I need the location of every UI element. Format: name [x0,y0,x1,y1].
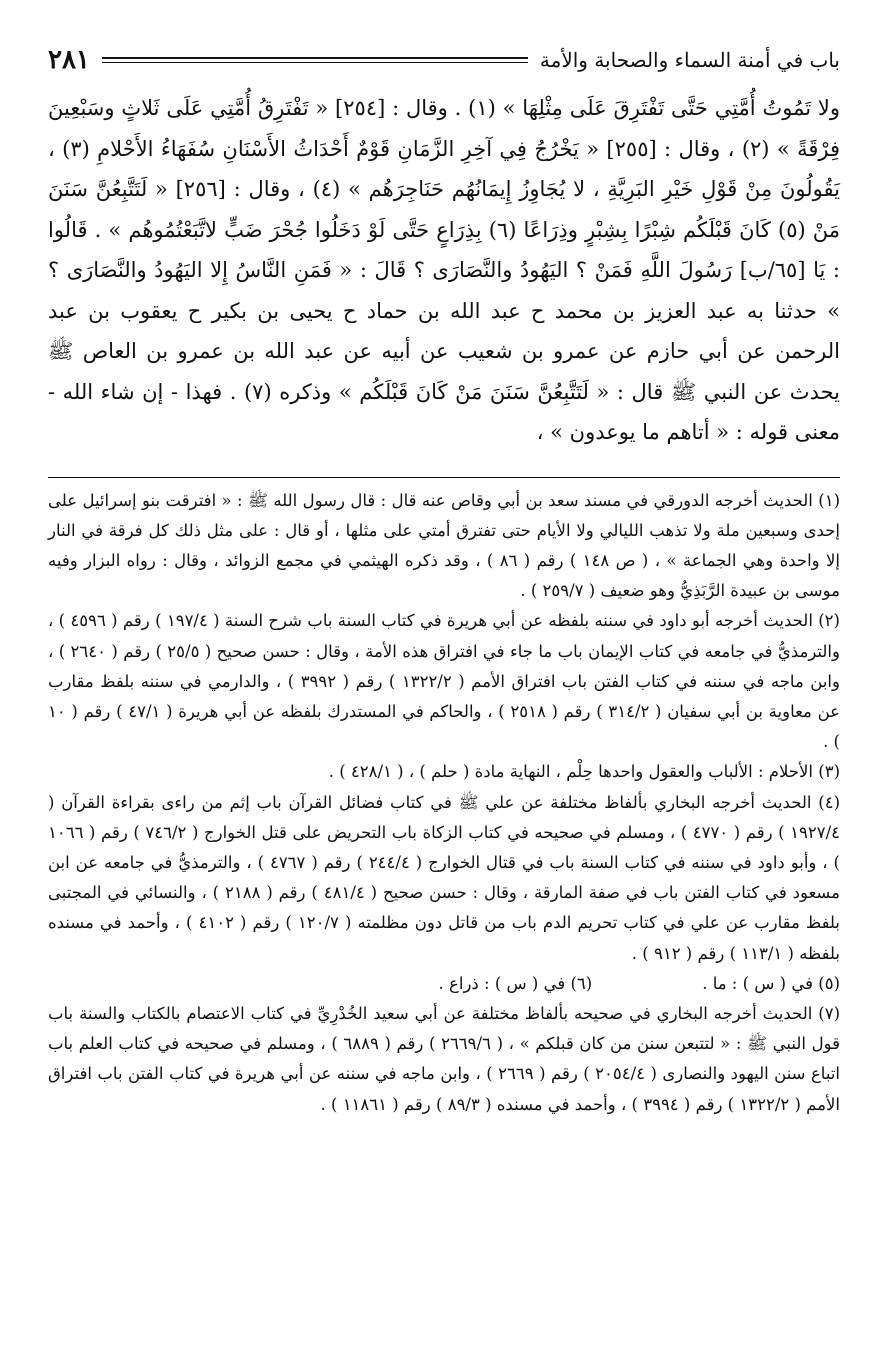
footnote-3: (٣) الأحلام : الألباب والعقول واحدها حِلْم ، النهاية مادة ( حلم ) ، ( ٤٢٨/١ ) . [328,762,840,782]
footnote-separator [48,477,840,478]
footnote-5: (٥) في ( س ) : ما . [702,973,840,993]
footnote-1: (١) الحديث أخرجه الدورقي في مسند سعد بن أبي وقاص عنه قال : قال رسول الله ﷺ : « افترقت بنو إسرائيل على إحدى وسبعين ملة ولا تذهب الليالي ولا الأيام حتى تفترق أمتي على مثلها ، أو قال : على مثل ذلك كل فرقة في النار إلا واحدة وهي الجماعة » ، ( ص ١٤٨ ) رقم ( ٨٦ ) ، وقد ذكره الهيثمي في مجمع الزوائد ، وقال : رواه البزار وفيه موسى بن عبيدة الرَّبَذِيُّ وهو ضعيف ( ٢٥٩/٧ ) . [48,490,840,601]
chapter-title: باب في أمنة السماء والصحابة والأمة [539,48,840,72]
footnote-6: (٦) في ( س ) : ذراع . [438,973,593,993]
footnotes [48,486,840,1120]
footnote-2: (٢) الحديث أخرجه أبو داود في سننه بلفظه عن أبي هريرة في كتاب السنة باب شرح السنة ( ١٩٧/٤ ) رقم ( ٤٥٩٦ ) ، والترمذيُّ في جامعه في كتاب الإيمان باب ما جاء في افتراق هذه الأمة ، وقال : حسن صحيح ( ٢٥/٥ ) رقم ( ٢٦٤٠ ) ، وابن ماجه في سننه في كتاب الفتن باب افتراق الأمم ( ١٣٢٢/٢ ) رقم ( ٣٩٩٢ ) ، والدارمي في سننه بلفظ مقارب عن معاوية بن أبي سفيان ( ٣١٤/٢ ) رقم ( ٢٥١٨ ) ، والحاكم في المستدرك بلفظه عن أبي هريرة ( ٤٧/١ ) رقم ( ١٠ ) . [48,611,840,752]
main-paragraph: ولا تَمُوتُ أُمَّتِي حَتَّى تَفْتَرِقَ عَلَى مِثْلِهَا » (١) . وقال : [٢٥٤] « تَفْتَرِقُ أُمَّتِي عَلَى ثَلاثٍ وسَبْعِينَ فِرْقَةً » (٢) ، وقال : [٢٥٥] « يَخْرُجُ فِي آخِرِ الزَّمَانِ قَوْمٌ أَحْدَاثُ الأَسْنَانِ سُفَهَاءُ الأَحْلامِ (٣) ، يَقُولُونَ مِنْ قَوْلِ خَيْرِ البَرِيَّةِ ، لا يُجَاوِزُ إِيمَانُهُم حَنَاجِرَهُم » (٤) ، وقال : [٢٥٦] « لَتَتَّبِعُنَّ سَنَنَ مَنْ (٥) كَانَ قَبْلَكُم شِبْرًا بِشِبْرٍ وذِرَاعًا (٦) بِذِرَاعٍ حَتَّى لَوْ دَخَلُوا جُحْرَ ضَبٍّ لاتَّبَعْتُمُوهُم » . قَالُوا : يَا [٦٥/ب] رَسُولَ اللَّهِ فَمَنْ ؟ اليَهُودُ والنَّصَارَى ؟ قَالَ : « فَمَنِ النَّاسُ إِلا اليَهُودُ والنَّصَارَى ؟ » حدثنا به عبد العزيز بن محمد ح عبد الله بن حماد ح يحيى بن بكير ح يعقوب بن عبد الرحمن عن أبي حازم عن عمرو بن شعيب عن أبيه عن عبد الله بن عمرو بن العاص ﷺ يحدث عن النبي ﷺ قال : « لَتَتَّبِعُنَّ سَنَنَ مَنْ كَانَ قَبْلَكُم » وذكره (٧) . فهذا - إن شاء الله - معنى قوله : « أتاهم ما يوعدون » ، [48,96,840,444]
footnote-7: (٧) الحديث أخرجه البخاري في صحيحه بألفاظ مختلفة عن أبي سعيد الخُدْرِيِّ في كتاب الاعتصام بالكتاب والسنة باب قول النبي ﷺ : « لتتبعن سنن من كان قبلكم » ، ( ٢٦٦٩/٦ ) رقم ( ٦٨٨٩ ) ، ومسلم في صحيحه في كتاب العلم باب اتباع سنن اليهود والنصارى ( ٢٠٥٤/٤ ) رقم ( ٢٦٦٩ ) ، وابن ماجه في سننه عن أبي هريرة في كتاب الفتن باب افتراق الأمم ( ١٣٢٢/٢ ) رقم ( ٣٩٩٤ ) ، وأحمد في مسنده ( ٨٩/٣ ) رقم ( ١١٨٦١ ) . [48,1003,840,1114]
header-rule [102,57,528,63]
footnote-4: (٤) الحديث أخرجه البخاري بألفاظ مختلفة عن علي ﷺ في كتاب فضائل القرآن باب إثم من راءى بقراءة القرآن ( ١٩٢٧/٤ ) رقم ( ٤٧٧٠ ) ، ومسلم في صحيحه في كتاب الزكاة باب التحريض على قتل الخوارج ( ٧٤٦/٢ ) رقم ( ١٠٦٦ ) ، وأبو داود في سننه في كتاب السنة باب في قتال الخوارج ( ٢٤٤/٤ ) رقم ( ٤٧٦٧ ) ، والترمذيُّ في جامعه عن ابن مسعود في كتاب الفتن باب في صفة المارقة ، وقال : حسن صحيح ( ٤٨١/٤ ) رقم ( ٢١٨٨ ) ، والنسائي في المجتبى بلفظ مقارب عن علي في كتاب تحريم الدم باب من قاتل دون مظلمته ( ١٢٠/٧ ) رقم ( ٤١٠٢ ) ، وأحمد في مسنده بلفظه ( ١١٣/١ ) رقم ( ٩١٢ ) . [48,792,840,963]
main-text [48,88,840,453]
page-number: ٢٨١ [48,45,90,75]
running-header [48,40,840,80]
footnote-row-5-6 [48,969,840,999]
book-page [48,40,840,1330]
